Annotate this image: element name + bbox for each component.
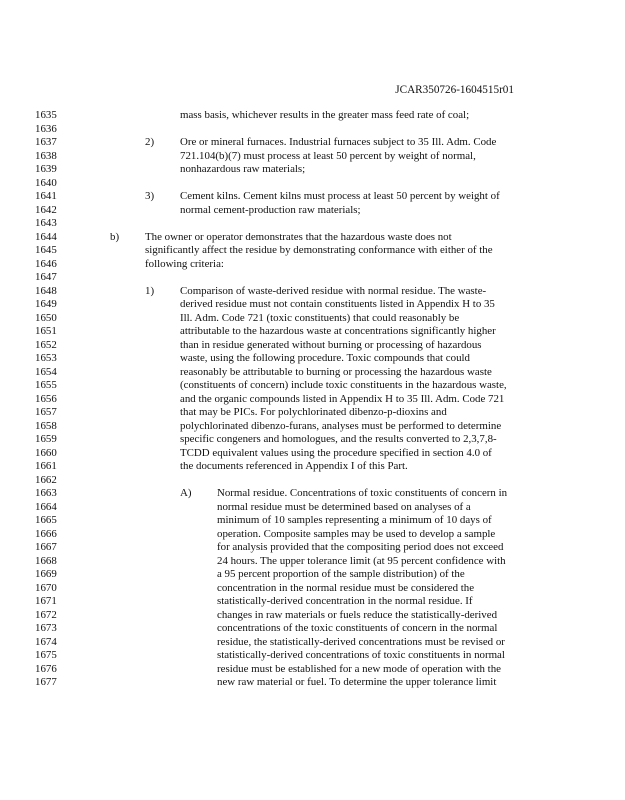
line-number: 1676 [35,662,57,675]
text-line: operation. Composite samples may be used to develop a sample [217,527,496,540]
line-number: 1674 [35,635,57,648]
text-line: normal residue must be determined based on analyses of a [217,500,471,513]
text-line: a 95 percent proportion of the sample distribution) of the [217,568,465,580]
text-line: residue must be established for a new mode of operation with the [217,662,501,675]
line-number: 1671 [35,595,57,607]
paragraph-comparison [180,285,507,474]
line-number: 1657 [35,406,57,418]
line-number: 1664 [35,500,57,513]
text-line: 721.104(b)(7) must process at least 50 percent by weight of normal, [180,149,476,162]
text-line: Cement kilns. Cement kilns must process at least 50 percent by weight of [180,190,500,202]
line-number: 1675 [35,649,57,661]
text-line: 24 hours. The upper tolerance limit (at 95 percent confidence with [217,554,506,567]
line-number: 1656 [35,392,57,405]
text-line: statistically-derived concentration in the normal residue. If [217,595,473,607]
line-number: 1669 [35,568,57,580]
line-number: 1640 [35,176,57,189]
item-label-1: 1) [145,284,155,297]
item-label-2: 2) [145,136,155,148]
line-number: 1638 [35,149,57,162]
line-number: 1655 [35,379,57,391]
text-line: polychlorinated dibenzo-furans, analyses must be performed to determine [180,419,502,432]
line-number: 1658 [35,419,57,432]
line-number: 1650 [35,311,57,324]
text-line: The owner or operator demonstrates that the hazardous waste does not [145,230,452,243]
line-number: 1666 [35,527,57,540]
line-number: 1661 [35,460,57,472]
line-number: 1645 [35,244,57,256]
text-line: for analysis provided that the compositing period does not exceed [217,541,504,553]
text-line: significantly affect the residue by demonstrating conformance with either of the [145,244,493,256]
line-number: 1646 [35,257,57,270]
line-number: 1665 [35,514,57,526]
paragraph-continuation [180,109,469,123]
text-line: following criteria: [145,257,224,270]
line-number: 1677 [35,676,57,688]
paragraph-ore-furnaces [180,136,496,177]
line-number: 1637 [35,136,57,148]
text-line: nonhazardous raw materials; [180,163,306,175]
text-line: Normal residue. Concentrations of toxic constituents of concern in [217,487,508,499]
text-line: Ill. Adm. Code 721 (toxic constituents) that could reasonably be [180,311,460,324]
line-number: 1648 [35,284,57,297]
text-line: reasonably be attributable to burning or processing the hazardous waste [180,365,492,378]
text-line: residue, the statistically-derived concentrations must be revised or [217,635,505,648]
line-number: 1636 [35,122,57,135]
line-number: 1647 [35,271,57,283]
text-line: attributable to the hazardous waste at concentrations significantly higher [180,325,496,337]
line-number: 1667 [35,541,57,553]
line-number: 1652 [35,338,57,351]
text-line: Comparison of waste-derived residue with normal residue. The waste- [180,284,487,297]
line-number: 1635 [35,109,57,121]
text-line: statistically-derived concentrations of toxic constituents in normal [217,649,505,661]
text-line: (constituents of concern) include toxic constituents in the hazardous waste, [180,379,507,391]
text-line: and the organic compounds listed in Appendix H to 35 Ill. Adm. Code 721 [180,392,505,405]
text-line: specific congeners and homologues, and the results converted to 2,3,7,8- [180,433,497,445]
line-numbers [35,109,75,690]
text-line: the documents referenced in Appendix I of this Part. [180,460,408,472]
line-number: 1662 [35,473,57,486]
line-number: 1670 [35,581,57,594]
document-id: JCAR350726-1604515r01 [395,84,514,96]
line-number: 1660 [35,446,57,459]
text-line: Ore or mineral furnaces. Industrial furnaces subject to 35 Ill. Adm. Code [180,136,497,148]
text-line: changes in raw materials or fuels reduce the statistically-derived [217,608,498,621]
text-line: than in residue generated without burning or processing of hazardous [180,338,482,351]
line-number: 1644 [35,230,57,243]
item-label-3: 3) [145,190,155,202]
line-number: 1654 [35,365,57,378]
line-number: 1639 [35,163,57,175]
paragraph-cement-kilns [180,190,500,217]
text-line: normal cement-production raw materials; [180,203,361,216]
text-line: TCDD equivalent values using the procedure specified in section 4.0 of [180,446,492,459]
line-number: 1659 [35,433,57,445]
line-number: 1651 [35,325,57,337]
item-label-A: A) [180,487,192,499]
text-line: minimum of 10 samples representing a minimum of 10 days of [217,514,492,526]
text-line: new raw material or fuel. To determine the upper tolerance limit [217,676,497,688]
line-number: 1672 [35,608,57,621]
text-line: that may be PICs. For polychlorinated dibenzo-p-dioxins and [180,406,447,418]
text-line: mass basis, whichever results in the greater mass feed rate of coal; [180,109,470,121]
line-number: 1641 [35,190,57,202]
text-line: derived residue must not contain constituents listed in Appendix H to 35 [180,298,495,310]
text-line: waste, using the following procedure. Toxic compounds that could [180,352,470,364]
line-number: 1642 [35,203,57,216]
line-number: 1663 [35,487,57,499]
line-number: 1649 [35,298,57,310]
paragraph-b [145,231,493,272]
text-line: concentrations of the toxic constituents of concern in the normal [217,622,498,634]
line-number: 1643 [35,217,57,229]
line-number: 1668 [35,554,57,567]
line-number: 1673 [35,622,57,634]
item-label-b: b) [110,230,120,243]
paragraph-normal-residue [217,487,507,690]
line-number: 1653 [35,352,57,364]
text-line: concentration in the normal residue must be considered the [217,581,475,594]
